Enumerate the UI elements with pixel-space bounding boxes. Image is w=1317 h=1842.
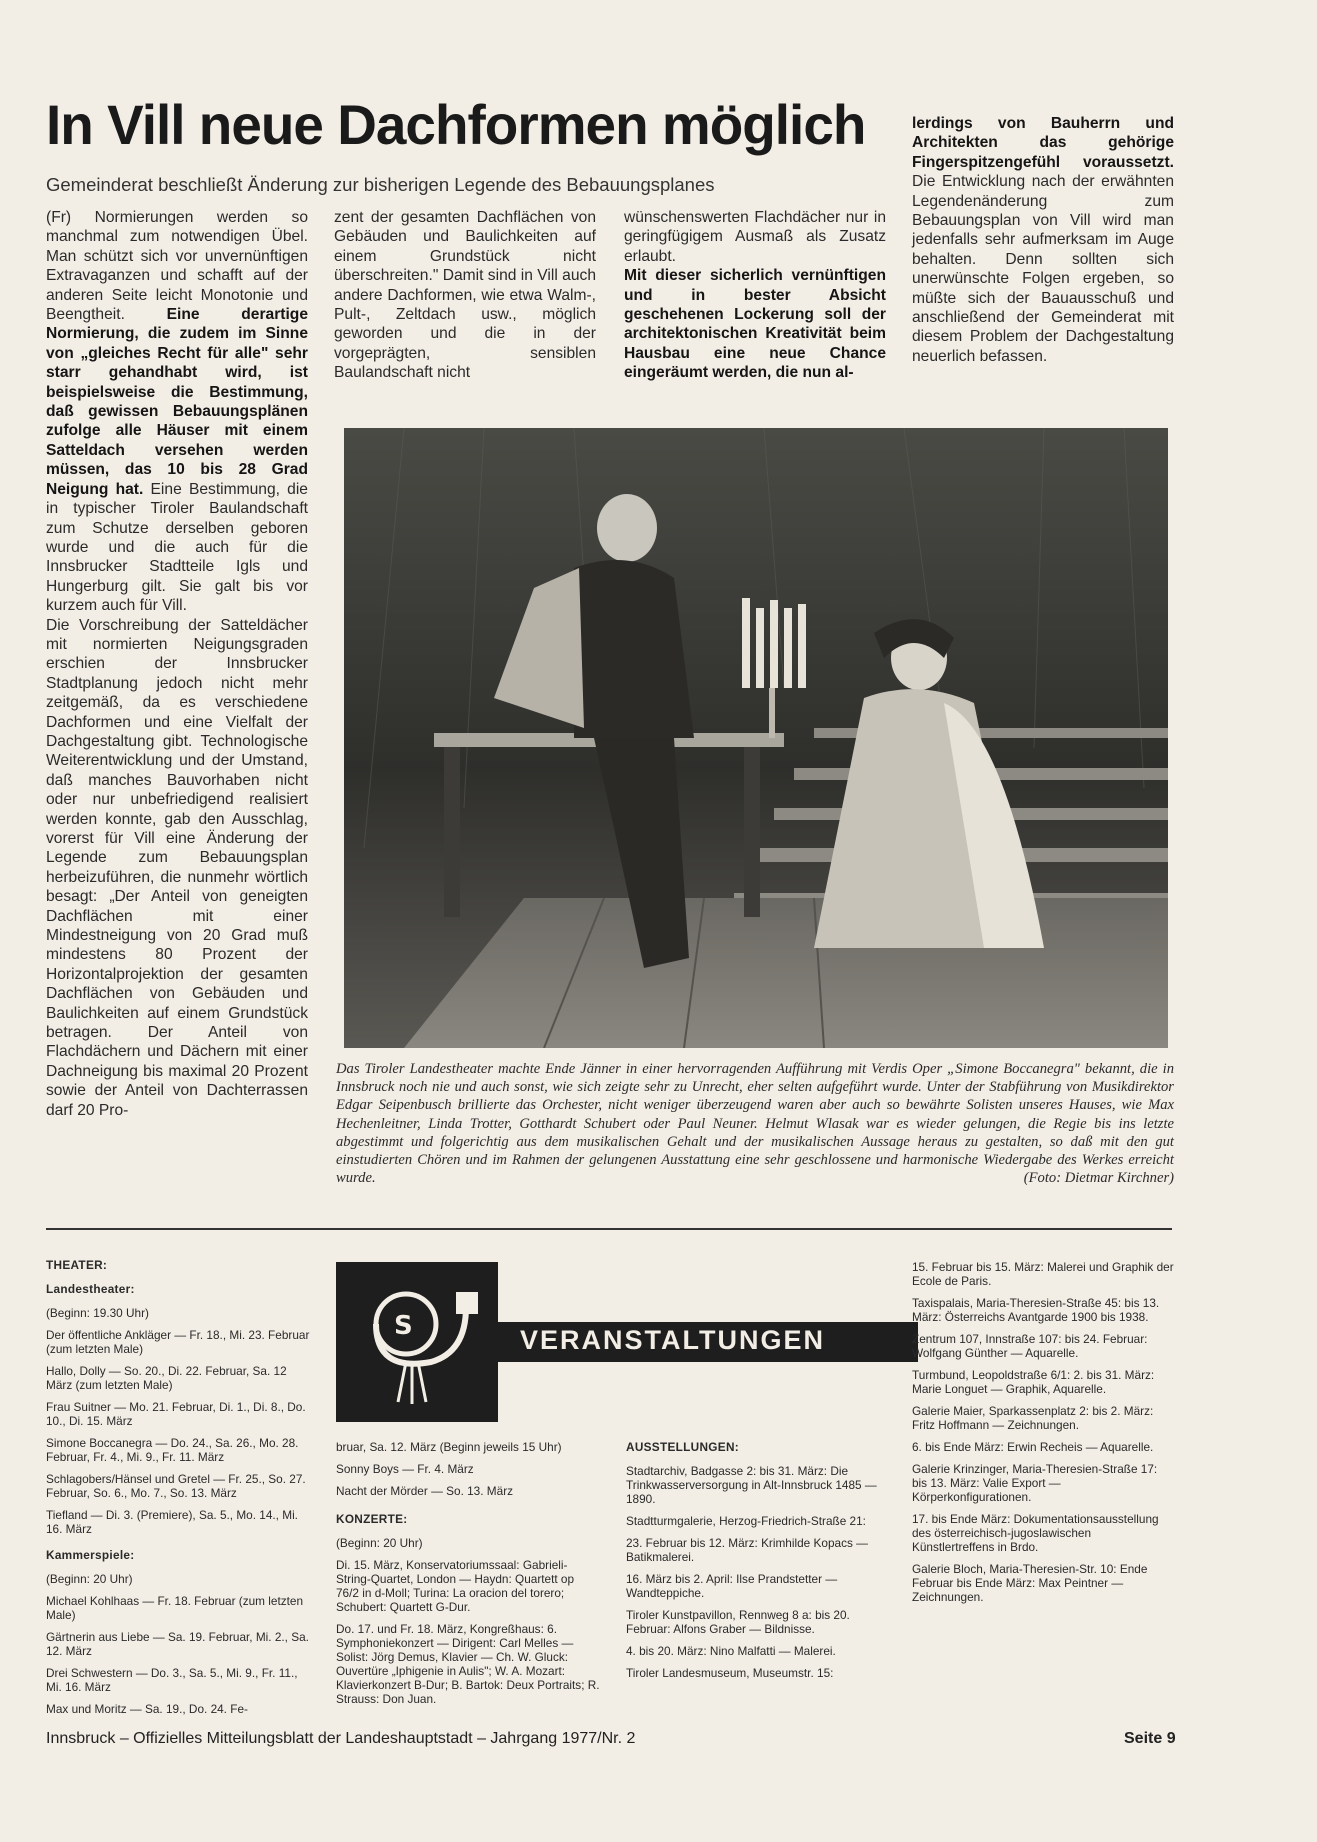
list-item: Sonny Boys — Fr. 4. März <box>336 1462 474 1476</box>
list-item: 4. bis 20. März: Nino Malfatti — Malerei. <box>626 1644 836 1658</box>
list-item: Nacht der Mörder — So. 13. März <box>336 1484 514 1498</box>
kammerspiele-heading: Kammerspiele: <box>46 1548 135 1562</box>
list-item: Max und Moritz — Sa. 19., Do. 24. Fe- <box>46 1702 248 1716</box>
list-item: Taxispalais, Maria-Theresien-Straße 45: bis 13. März: Österreichs Avantgarde 1900 bis 1938. <box>912 1296 1160 1324</box>
section-divider <box>46 1228 1172 1230</box>
article-column-4 <box>912 114 1174 366</box>
list-item: Galerie Maier, Sparkassenplatz 2: bis 2. März: Fritz Hoffmann — Zeichnungen. <box>912 1404 1154 1432</box>
svg-text:S: S <box>394 1311 413 1341</box>
list-item: Zentrum 107, Innstraße 107: bis 24. Februar: Wolfgang Günther — Aquarelle. <box>912 1332 1148 1360</box>
landestheater-heading: Landestheater: <box>46 1282 135 1296</box>
opera-scene-image <box>344 428 1168 1048</box>
article-bold-passage: Mit dieser sicherlich vernünftigen und in bester Absicht geschehenen Lockerung soll der architektonischen Kreativität beim Hausbau eine neue Chance eingeräumt werden, die nun al- <box>624 267 886 382</box>
article-text: Die Entwicklung nach der erwähnten Legendenänderung zum Bebauungsplan von Vill wird man jedenfalls sehr aufmerksam im Auge behalten. Denn sollten sich unerwünschte Folgen ergeben, so müßte sich der Bauausschuß und anschließend der Gemeinderat mit diesem Problem der Dachgestaltung neuerlich befassen. <box>912 173 1174 365</box>
list-item: Michael Kohlhaas — Fr. 18. Februar (zum letzten Male) <box>46 1594 304 1622</box>
events-theater-column <box>46 1258 312 1724</box>
events-banner-title: VERANSTALTUNGEN <box>520 1325 825 1355</box>
page-footer: Innsbruck – Offizielles Mitteilungsblatt der Landeshauptstadt – Jahrgang 1977/Nr. 2 <box>46 1730 636 1747</box>
ausstellungen-heading: AUSSTELLUNGEN: <box>626 1440 739 1454</box>
list-item: 23. Februar bis 12. März: Krimhilde Kopacs — Batikmalerei. <box>626 1536 868 1564</box>
list-item: Simone Boccanegra — Do. 24., Sa. 26., Mo. 28. Februar, Fr. 4., Mi. 9., Fr. 11. März <box>46 1436 299 1464</box>
opera-photo <box>344 428 1168 1048</box>
photo-caption-text: Das Tiroler Landestheater machte Ende Jänner in einer hervorragenden Aufführung mit Verdis Oper „Simone Boccanegra" bekannt, die in Innsbruck noch nie und auch sonst, wie sich zeigte sehr zu Unrecht, eher selten aufgeführt wurde. Unter der Stabführung von Musikdirektor Edgar Seipenbusch brillierte das Orchester, nicht weniger überzeugend waren aber auch so bewährte Solisten unseres Hauses, wie Max Hechenleitner, Linda Trotter, Gotthardt Schubert oder Paul Neuner. Helmut Wlasak war es wieder gelungen, die Regie bis ins letzte abgestimmt und folgerichtig aus dem musikalischen Gehalt und der musikalischen Aussage heraus zu gestalten, so daß mit den gut einstudierten Chören und im Rahmen der gelungenen Ausstattung eine sehr geschlossene und harmonische Wiedergabe des Werkes erreicht wurde. <box>336 1061 1174 1187</box>
article-bold-passage: Eine derartige Normierung, die zudem im Sinne von „gleiches Recht für alle" sehr starr gehandhabt wird, ist beispielsweise die Bestimmung, daß gewissen Bebauungsplänen zufolge alle Häuser mit einem Satteldach versehen werden müssen, das 10 bis 28 Grad Neigung hat. <box>46 306 308 498</box>
list-item: Do. 17. und Fr. 18. März, Kongreßhaus: 6. Symphoniekonzert — Dirigent: Carl Melles — Solist: Jörg Demus, Klavier — Ch. W. Gluck: Ouvertüre „Iphigenie in Aulis"; W. A. Mozart: Klavierkonzert B-Dur; B. Bartok: Deux Portraits; R. Strauss: Don Juan. <box>336 1622 600 1706</box>
konzerte-heading: KONZERTE: <box>336 1512 408 1526</box>
list-item: Turmbund, Leopoldstraße 6/1: 2. bis 31. März: Marie Longuet — Graphik, Aquarelle. <box>912 1368 1155 1396</box>
list-item: bruar, Sa. 12. März (Beginn jeweils 15 Uhr) <box>336 1440 562 1454</box>
list-item: Stadtarchiv, Badgasse 2: bis 31. März: Die Trinkwasserversorgung in Alt-Innsbruck 1485 — 1890. <box>626 1464 877 1506</box>
article-column-3 <box>624 208 886 383</box>
article-text: wünschenswerten Flachdächer nur in geringfügigem Ausmaß als Zusatz erlaubt. <box>624 209 886 265</box>
photo-credit: (Foto: Dietmar Kirchner) <box>1023 1170 1174 1187</box>
list-item: Der öffentliche Ankläger — Fr. 18., Mi. 23. Februar (zum letzten Male) <box>46 1328 310 1356</box>
events-galleries-column <box>912 1260 1174 1612</box>
list-item: 6. bis Ende März: Erwin Recheis — Aquarelle. <box>912 1440 1154 1454</box>
landestheater-begin: (Beginn: 19.30 Uhr) <box>46 1306 149 1320</box>
konzerte-begin: (Beginn: 20 Uhr) <box>336 1536 423 1550</box>
article-intro: (Fr) Normierungen werden so manchmal zum notwendigen Übel. Man schützt sich vor unvernünftigen Extravaganzen und schafft auf der anderen Seite leicht Monotonie und Beengtheit. <box>46 209 308 324</box>
article-subtitle: Gemeinderat beschließt Änderung zur bisherigen Legende des Bebauungsplanes <box>46 174 715 195</box>
photo-caption <box>336 1060 1174 1187</box>
theater-heading: THEATER: <box>46 1258 108 1272</box>
list-item: Galerie Krinzinger, Maria-Theresien-Straße 17: bis 13. März: Valie Export — Körperkonfigurationen. <box>912 1462 1158 1504</box>
list-item: Tiroler Landesmuseum, Museumstr. 15: <box>626 1666 834 1680</box>
article-text: zent der gesamten Dachflächen von Gebäuden und Baulichkeiten auf einem Grundstück nicht überschreiten." Damit sind in Vill auch andere Dachformen, wie etwa Walm-, Pult-, Zeltdach usw., möglich geworden und die in der vorgeprägten, sensiblen Baulandschaft nicht <box>334 209 596 382</box>
list-item: Stadtturmgalerie, Herzog-Friedrich-Straße 21: <box>626 1514 866 1528</box>
list-item: Galerie Bloch, Maria-Theresien-Str. 10: Ende Februar bis Ende März: Max Peintner — Zeichnungen. <box>912 1562 1148 1604</box>
events-concerts-column <box>336 1440 600 1714</box>
article-text: Eine Bestimmung, die in typischer Tiroler Baulandschaft zum Schutze derselben geboren wurde und die auch für die Innsbrucker Stadtteile Igls und Hungerburg gilt. Sie galt bis vor kurzem auch für Vill. <box>46 480 308 615</box>
list-item: 15. Februar bis 15. März: Malerei und Graphik der Ecole de Paris. <box>912 1260 1174 1288</box>
article-column-1 <box>46 208 308 1120</box>
events-exhibitions-column <box>626 1440 892 1688</box>
article-title: In Vill neue Dachformen möglich <box>46 93 866 156</box>
article-paragraph: Die Vorschreibung der Satteldächer mit normierten Neigungsgraden erschien der Innsbrucker Stadtplanung jedoch nicht mehr zeitgemäß, da es verschiedene Dachformen und eine Vielfalt der Dachgestaltung gibt. Technologische Weiterentwicklung und der Umstand, daß manches Bauvorhaben nicht oder nur unbefriedigend realisiert werden konnte, gab den Ausschlag, vorerst für Vill eine Änderung der Legende zum Bebauungsplan herbeizuführen, die nunmehr wörtlich besagt: „Der Anteil von geneigten Dachflächen mit einer Mindestneigung von 20 Grad muß mindestens 80 Prozent der Horizontalprojektion der gesamten Dachflächen von Gebäuden und Baulichkeiten auf einem Grundstück betragen. Der Anteil von Flachdächern und Dächern mit einer Dachneigung bis maximal 20 Prozent sowie der Anteil von Dachterrassen darf 20 Pro- <box>46 616 308 1119</box>
article-bold-passage: lerdings von Bauherrn und Architekten das gehörige Fingerspitzengefühl voraussetzt. <box>912 115 1174 171</box>
posthorn-logo-icon <box>336 1262 498 1422</box>
list-item: Di. 15. März, Konservatoriumssaal: Gabrieli-String-Quartet, London — Haydn: Quartett op 76/2 in d-Moll; Turina: La oracion del torero; Schubert: Quartett G-Dur. <box>336 1558 575 1614</box>
list-item: Gärtnerin aus Liebe — Sa. 19. Februar, Mi. 2., Sa. 12. März <box>46 1630 309 1658</box>
kammerspiele-begin: (Beginn: 20 Uhr) <box>46 1572 133 1586</box>
page-number: Seite 9 <box>1124 1730 1176 1747</box>
list-item: 16. März bis 2. April: Ilse Prandstetter — Wandteppiche. <box>626 1572 838 1600</box>
list-item: 17. bis Ende März: Dokumentationsausstellung des österreichisch-jugoslawischen Künstlertreffens in Brdo. <box>912 1512 1159 1554</box>
list-item: Drei Schwestern — Do. 3., Sa. 5., Mi. 9., Fr. 11., Mi. 16. März <box>46 1666 298 1694</box>
list-item: Tiroler Kunstpavillon, Rennweg 8 a: bis 20. Februar: Alfons Graber — Bildnisse. <box>626 1608 850 1636</box>
list-item: Schlagobers/Hänsel und Gretel — Fr. 25., So. 27. Februar, So. 6., Mo. 7., So. 13. März <box>46 1472 306 1500</box>
events-logo <box>336 1262 498 1422</box>
list-item: Tiefland — Di. 3. (Premiere), Sa. 5., Mo. 14., Mi. 16. März <box>46 1508 298 1536</box>
article-column-2 <box>334 208 596 383</box>
list-item: Frau Suitner — Mo. 21. Februar, Di. 1., Di. 8., Do. 10., Di. 15. März <box>46 1400 306 1428</box>
list-item: Hallo, Dolly — So. 20., Di. 22. Februar, Sa. 12 März (zum letzten Male) <box>46 1364 287 1392</box>
